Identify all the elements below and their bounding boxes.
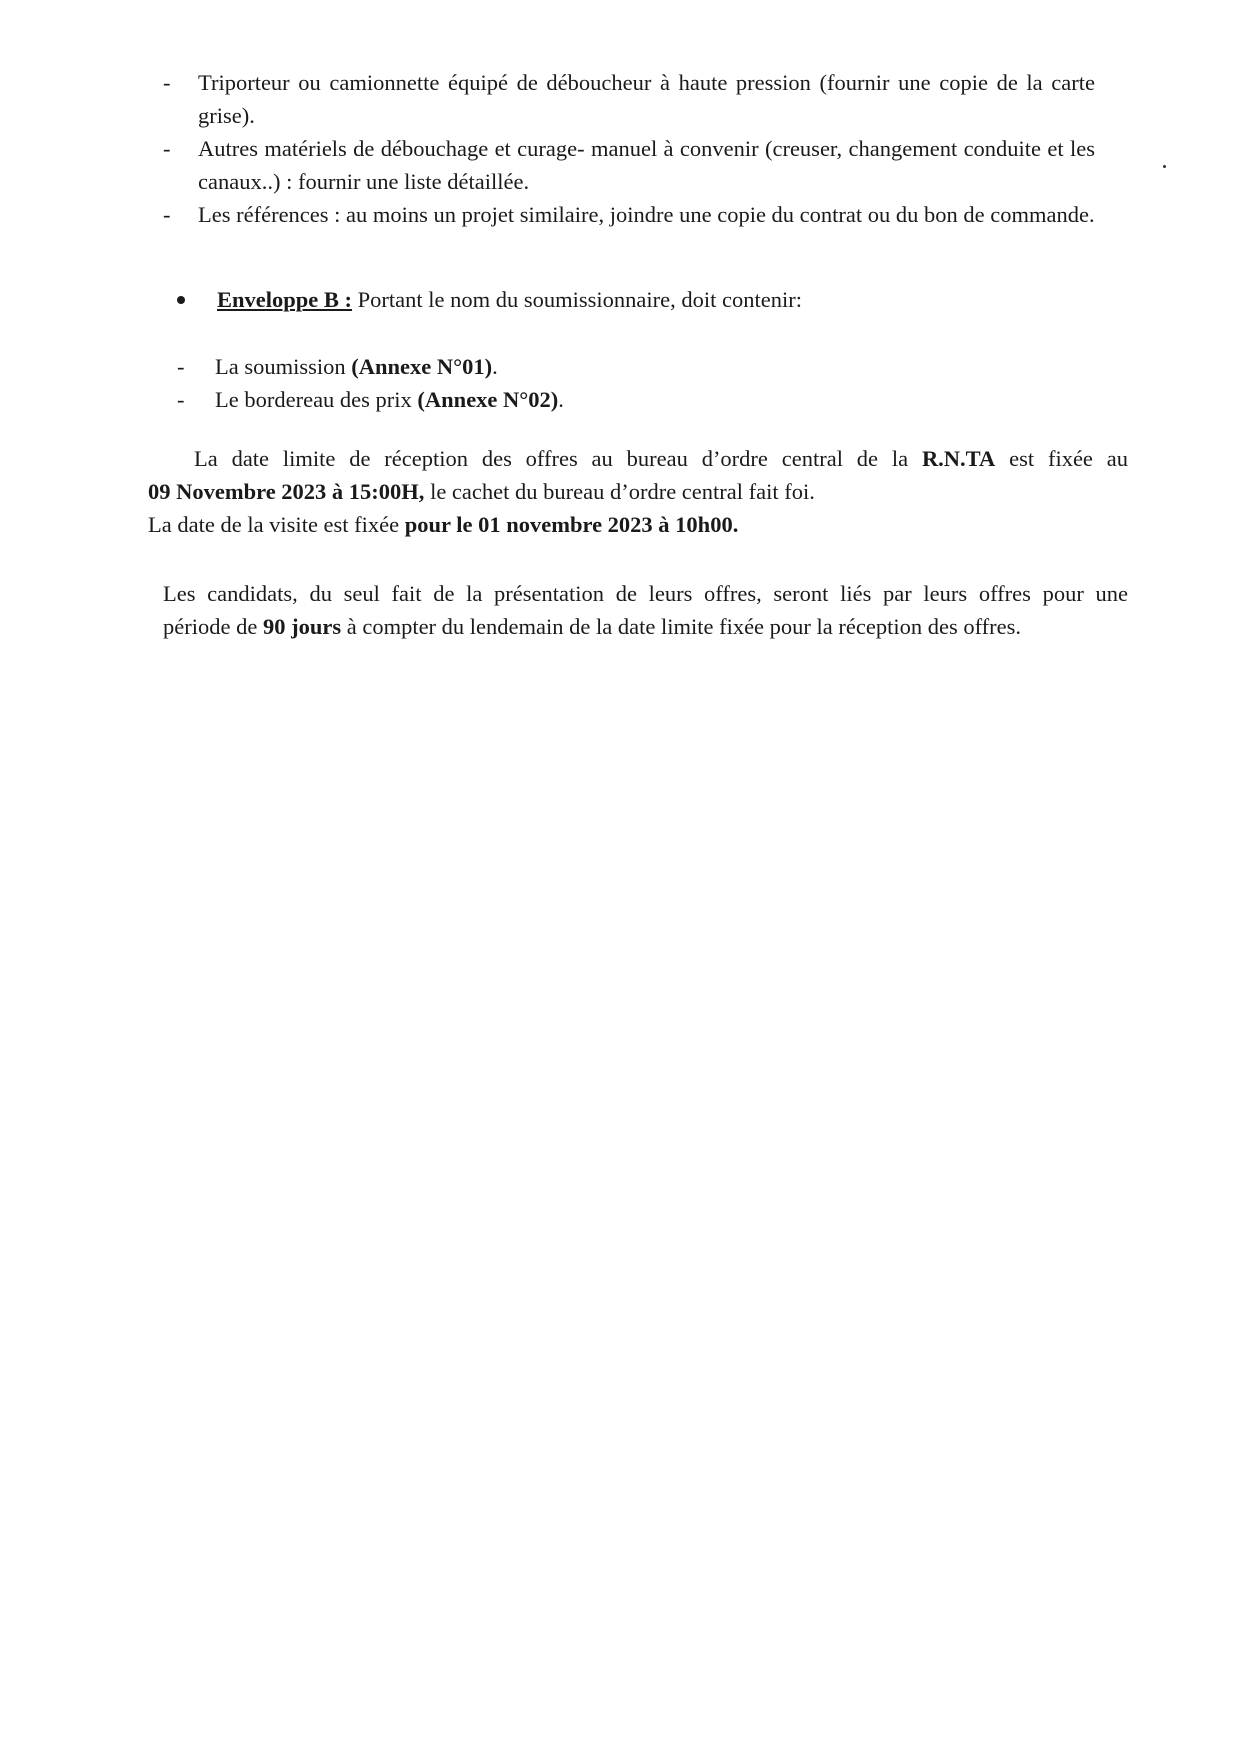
deadline-text: le cachet du bureau d’ordre central fait foi. [424, 479, 815, 504]
dash-marker: - [177, 354, 185, 379]
validity-line-2 [163, 610, 1128, 643]
equipment-list [163, 66, 1095, 231]
bullet-icon [177, 296, 185, 304]
list-item [163, 66, 1095, 132]
scan-speck [1163, 165, 1166, 168]
list-item-text: Les références : au moins un projet similaire, joindre une copie du contrat ou du bon de commande. [198, 202, 1095, 227]
list-item-text: Triporteur ou camionnette équipé de déboucheur à haute pression (fournir une copie de la carte grise). [198, 70, 1095, 128]
deadline-text: est fixée au [995, 446, 1128, 471]
list-item-end: . [558, 387, 564, 412]
envelope-b-heading [177, 283, 1077, 316]
envelope-b-list [177, 350, 1077, 416]
dash-marker: - [177, 387, 185, 412]
dash-marker: - [163, 136, 171, 161]
list-item [177, 383, 1077, 416]
list-item-text: Le bordereau des prix [215, 387, 418, 412]
validity-days: 90 jours [262, 614, 342, 639]
list-item-text: La soumission [215, 354, 352, 379]
list-item [163, 132, 1095, 198]
envelope-b-text: Portant le nom du soumissionnaire, doit contenir: [352, 287, 802, 312]
dash-marker: - [163, 70, 171, 95]
deadline-line-2 [148, 475, 1128, 508]
deadline-paragraph [148, 442, 1128, 541]
validity-line-1: Les candidats, du seul fait de la présentation de leurs offres, seront liés par leurs offres pour une [163, 581, 1128, 606]
annex-ref: (Annexe N°02) [417, 387, 559, 412]
deadline-date: 09 Novembre 2023 à 15:00H, [148, 479, 425, 504]
validity-paragraph [163, 577, 1128, 643]
annex-ref: (Annexe N°01) [351, 354, 493, 379]
dash-marker: - [163, 202, 171, 227]
visit-line [148, 508, 1128, 541]
deadline-text: La date limite de réception des offres au bureau d’ordre central de la [194, 446, 922, 471]
list-item [177, 350, 1077, 383]
list-item-end: . [492, 354, 498, 379]
deadline-line-1 [148, 442, 1128, 475]
org-name: R.N.TA [921, 446, 996, 471]
validity-text: période de [163, 614, 263, 639]
validity-text: à compter du lendemain de la date limite fixée pour la réception des offres. [341, 614, 1022, 639]
list-item [163, 198, 1095, 231]
visit-text: La date de la visite est fixée [148, 512, 405, 537]
envelope-b-label: Enveloppe B : [217, 287, 353, 312]
list-item-text: Autres matériels de débouchage et curage- manuel à convenir (creuser, changement conduite et les canaux..) : fournir une liste détaillée. [198, 136, 1095, 194]
visit-date: pour le 01 novembre 2023 à 10h00. [404, 512, 739, 537]
